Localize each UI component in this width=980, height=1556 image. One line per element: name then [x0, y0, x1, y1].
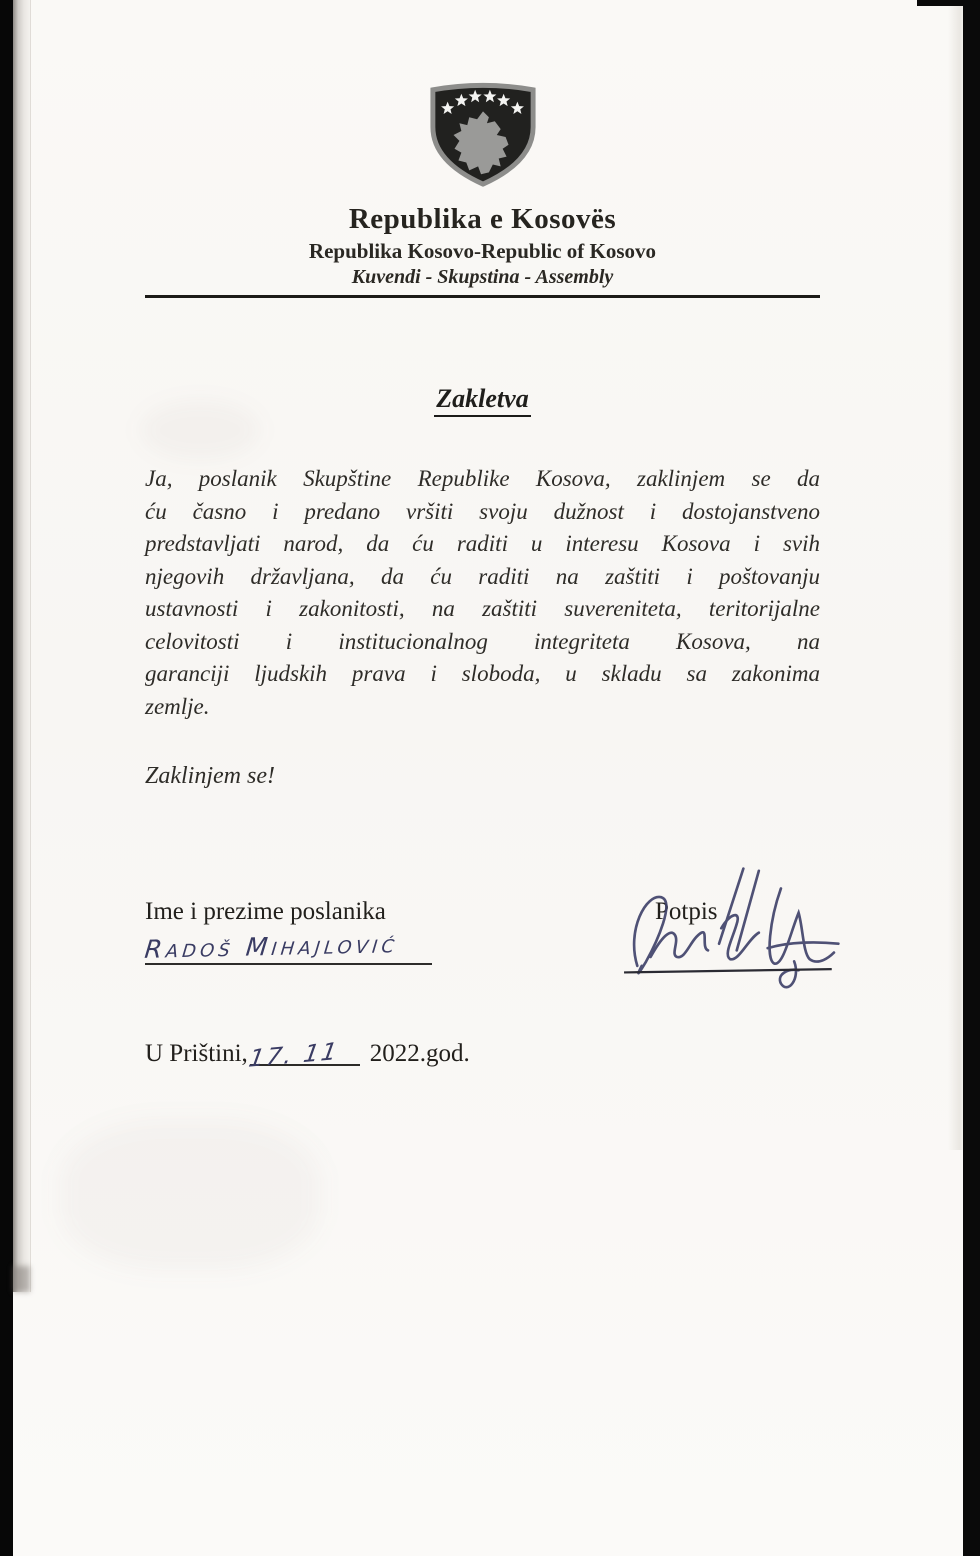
- header-title-secondary: Republika Kosovo-Republic of Kosovo: [308, 239, 657, 263]
- header-title-tertiary: Kuvendi - Skupstina - Assembly: [351, 266, 614, 288]
- handwritten-signature-icon: [613, 864, 845, 1008]
- oath-line: ću časno i predano vršiti svoju dužnost i dostojanstveno: [145, 498, 820, 524]
- oath-affirmation: Zaklinjem se!: [145, 763, 275, 789]
- oath-line: predstavljati narod, da ću raditi u interesu Kosova i svih: [145, 531, 820, 556]
- oath-line: Ja, poslanik Skupštine Republike Kosova, zaklinjem se da: [145, 466, 820, 491]
- oath-line: ustavnosti i zakonitosti, na zaštiti suvereniteta, teritorijalne: [145, 596, 820, 621]
- oath-line: njegovih državljana, da ću raditi na zaštiti i poštovanju: [145, 563, 820, 589]
- handwritten-date: 17. 11: [246, 1037, 341, 1073]
- page-edge-shadow-right: [948, 0, 963, 1150]
- name-line: [143, 929, 432, 965]
- signature-label: Potpis: [655, 898, 718, 925]
- document-content: [143, 0, 820, 1073]
- scan-edge-left: [0, 0, 13, 1556]
- oath-line: zemlje.: [145, 693, 210, 719]
- kosovo-coat-of-arms-icon: [424, 78, 542, 190]
- scan-edge-right: [963, 0, 980, 1556]
- header-rule: [145, 295, 820, 298]
- handwritten-name: Radoš Mihajlović: [143, 929, 400, 964]
- date-line: [145, 1037, 820, 1073]
- signature-block: [145, 898, 820, 1016]
- oath-paragraph: [145, 463, 820, 723]
- header-title-primary: Republika e Kosovës: [348, 203, 617, 235]
- scan-edge-top-right: [917, 0, 980, 6]
- date-underline: [246, 1037, 360, 1073]
- oath-line: celovitosti i institucionalnog integriteta Kosova, na: [145, 628, 820, 654]
- page-edge-shadow-left: [13, 0, 31, 1292]
- date-place: U Prištini,: [145, 1040, 248, 1067]
- scan-smudge: [60, 1120, 320, 1270]
- name-label: Ime i prezime poslanika: [145, 898, 386, 925]
- date-year: 2022.god.: [369, 1040, 470, 1067]
- oath-heading: Zakletva: [434, 384, 530, 417]
- oath-line: garanciji ljudskih prava i sloboda, u skladu sa zakonima: [145, 661, 820, 686]
